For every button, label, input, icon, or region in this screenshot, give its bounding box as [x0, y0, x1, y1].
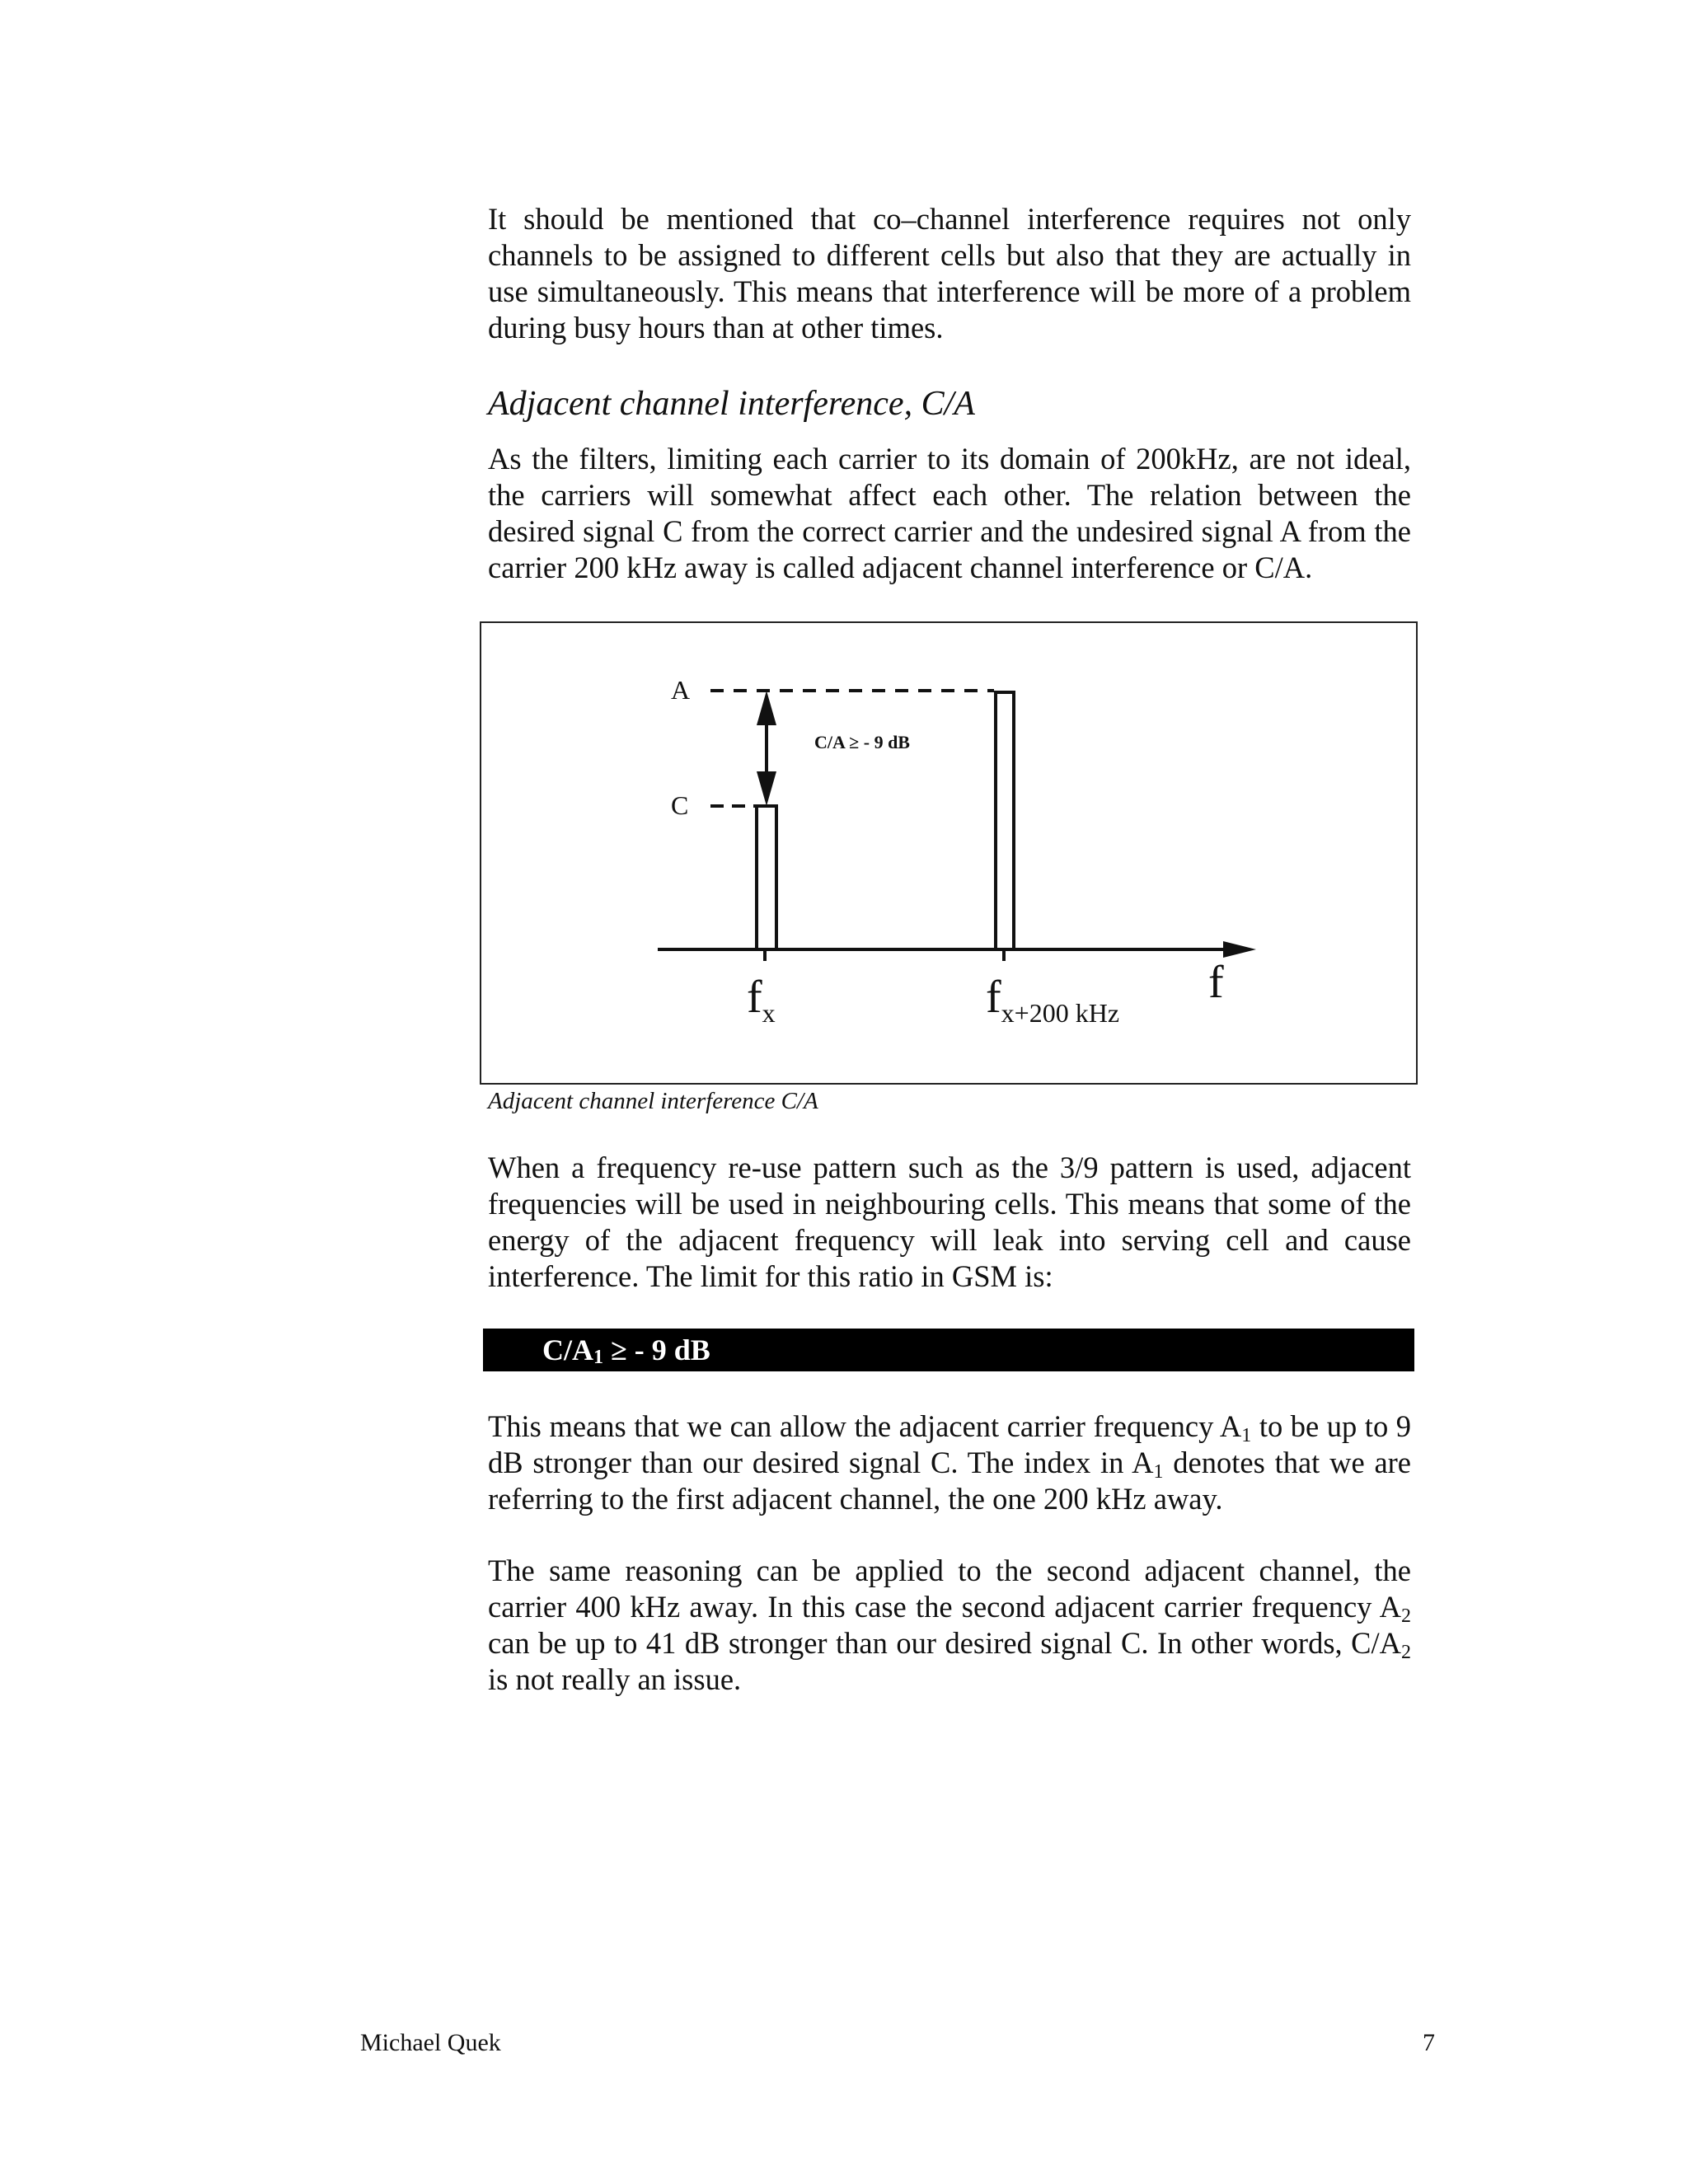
- paragraph-first-adjacent: This means that we can allow the adjacent carrier frequency $A_1$ to be up to 9 dB stronger than our desired signal C. The index in $A_1$ denotes that we are referring to the first adjacent channel, the one 200 kHz away.: [488, 1409, 1411, 1516]
- label-axis-f: f: [1208, 957, 1224, 1008]
- paragraph-adjacent-intro: As the filters, limiting each carrier to its domain of 200kHz, are not ideal, the carriers will somewhat affect each other. The relation between the desired signal C from the correct carrier and the undesired signal A from the carrier 200 kHz away is called adjacent channel interference or C/A.: [488, 442, 1411, 584]
- paragraph-cochannel: It should be mentioned that co–channel interference requires not only channels to be assigned to different cells but also that they are actually in use simultaneously. This means that interference will be more of a problem during busy hours than at other times.: [488, 202, 1411, 344]
- carrier-c-bar: [757, 806, 776, 949]
- formula-highlight: [483, 1329, 1414, 1371]
- formula-sub: 1: [593, 1347, 603, 1368]
- label-fx: $f_x$: [747, 972, 776, 1028]
- axis-arrowhead: [1223, 941, 1256, 958]
- ratio-arrow-down: [757, 771, 776, 806]
- section-heading: Adjacent channel interference, C/A: [488, 385, 975, 423]
- carrier-a-bar: [996, 692, 1014, 949]
- figure-caption: Adjacent channel interference C/A: [488, 1088, 818, 1114]
- footer-author: Michael Quek: [360, 2029, 501, 2056]
- label-ratio: C/A ≥ - 9 dB: [814, 732, 910, 752]
- label-c: C: [671, 790, 689, 820]
- paragraph-reuse-pattern: When a frequency re-use pattern such as the 3/9 pattern is used, adjacent frequencies will be used in neighbouring cells. This means that some of the energy of the adjacent frequency will leak into serving cell and cause interference. The limit for this ratio in GSM is:: [488, 1151, 1411, 1293]
- formula-suffix: ≥ - 9 dB: [603, 1333, 710, 1366]
- ratio-arrow-up: [757, 691, 776, 725]
- figure-diagram: [481, 623, 1419, 1086]
- label-a: A: [671, 675, 691, 705]
- paragraph-second-adjacent: The same reasoning can be applied to the second adjacent channel, the carrier 400 kHz away. In this case the second adjacent carrier frequency $A_2$ can be up to 41 dB stronger than our desired signal C. In other words, $C/A_2$ is not really an issue.: [488, 1554, 1411, 1696]
- figure-adjacent-channel: [480, 621, 1418, 1085]
- formula-prefix: C/A: [542, 1333, 593, 1366]
- page-number: 7: [1423, 2029, 1435, 2056]
- label-fx200: $f_{x+200 kHz}$: [986, 972, 1120, 1028]
